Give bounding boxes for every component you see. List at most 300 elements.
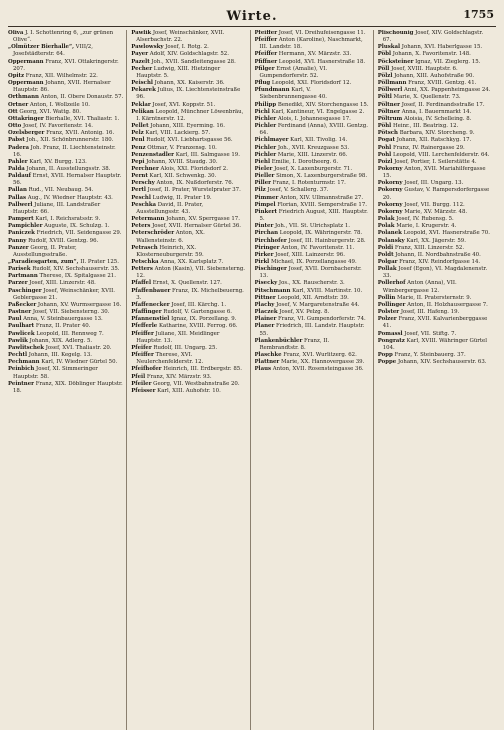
entry-name: Oppermann [8,80,44,87]
directory-entry [8,338,123,345]
directory-entry [8,359,123,366]
entry-address: Aloisia, IV. Schelleing. 8. [402,115,472,122]
entry-address: Josef, IV. Favoritenstr. 14. [21,123,94,130]
entry-address: Josef (Egon), VI. Magdalenenstr. 33. [382,266,488,280]
directory-entry [131,374,246,381]
entry-name: Pfeiffer [254,51,278,58]
directory-entry [8,202,123,216]
directory-entry [8,187,123,194]
entry-name: Pellet [131,123,149,130]
entry-address: Anton, XVII. Mariahilfergasse 15. [382,165,486,180]
entry-name: Plainer [254,316,277,323]
entry-name: Pohl [377,151,392,158]
entry-address: Leopold, XVI. Hasnerstraße 18. [277,58,366,65]
entry-name: „Olmützer Bierhalle“, [8,44,74,51]
entry-name: Pöltner [377,101,400,108]
directory-entry [8,73,123,80]
directory-entry [131,266,246,280]
entry-address: J. I. Schottenring 6, „zur grünen Olive“. [13,30,114,44]
entry-name: Peinbich [8,366,35,373]
entry-name: Oppermann [8,58,44,65]
directory-entry [8,238,123,245]
entry-address: Karl, VIII. Lackierg. 57. [143,130,211,137]
entry-address: Josef, III. Hainburgerstr. 28. [286,237,366,244]
entry-name: Pilz [254,187,266,194]
entry-name: Pöllwerl [377,87,403,94]
directory-entry [131,323,246,330]
entry-address: Anton, XVII. Rosensteingasse 36. [271,366,364,373]
directory-entry [8,230,123,237]
entry-name: Palda [8,165,25,172]
entry-address: Friedrich August, XIII. Hauptstr. 5. [259,208,368,223]
directory-entry [8,223,123,230]
directory-entry [255,166,370,173]
directory-entry [131,302,246,309]
entry-address: Simon, X. Laxenburgerstraße 98. [274,173,368,180]
directory-entry [131,159,246,166]
entry-address: Johann, XVIII. Staudg. 30. [144,158,218,165]
entry-name: Pallan [8,187,27,194]
directory-entry [131,59,246,66]
entry-address: Johann, XII. Ratschkyg. 17. [395,137,472,144]
entry-address: Ernst, X. Quellenstr. 127. [151,280,222,287]
directory-entry [131,202,246,216]
directory-entry [8,323,123,330]
entry-address: Johann, XX. Kaiserstr. 36. [152,80,225,87]
entry-address: Georg, XVI. Wattg. 80. [17,108,81,115]
entry-name: Pinter [254,223,274,230]
directory-entry [378,266,493,280]
section-title: Wirte. [226,8,278,24]
entry-address: Marie, XX. Hannovergasse 39. [279,359,365,366]
directory-entry [131,80,246,87]
entry-name: Pawlowsky [131,44,164,51]
entry-address: Joh. Franz, II. Liechtensteinstr. 16. [13,144,116,158]
entry-name: Poizl [377,158,393,165]
entry-address: Anni, XX. Pappenheimgasse 24. [402,87,491,94]
entry-name: Pluskal [377,44,401,51]
entry-name: Plattner [254,359,280,366]
entry-name: Petters [131,266,153,273]
directory-entry [8,123,123,130]
directory-entry [8,109,123,116]
entry-name: Popp [377,352,393,359]
directory-entry [131,87,246,101]
entry-name: Pfeiffer [131,330,154,337]
entry-name: Pieler [254,165,273,172]
entry-address: Franz, XVII. Antonig. 16. [44,130,115,137]
entry-address: Marie, X. Quellenstr. 73. [391,94,461,101]
entry-address: Leopold, III. Rennweg 7. [34,330,104,337]
entry-name: Penz [131,144,146,151]
entry-name: Pazelt [131,58,150,65]
entry-address: Franz, IX. Michelbeuerng. 3. [136,287,244,301]
directory-entry [255,223,370,230]
entry-address: Ignaz, VII. Zieglerg. 15. [413,58,481,65]
entry-name: Peschl [131,194,151,201]
entry-address: Karl, XV. Burgg. 123. [27,158,87,165]
entry-name: Ott [8,108,18,115]
entry-name: Pomassl [377,330,403,337]
entry-name: Pollin [377,294,396,301]
directory-entry [131,152,246,159]
entry-name: Pekarek [131,87,156,94]
directory-entry [255,316,370,323]
directory-entry [378,309,493,316]
entry-address: Karl, V. Siebenbrunnengasse 40. [259,87,327,101]
entry-name: Peters [131,223,151,230]
entry-address: Heinr., III. Beatrixg. 12. [391,123,459,130]
directory-entry [378,295,493,302]
entry-name: Ozelsberger [8,130,45,137]
entry-address: Emilie, I. Dorotheerg. 6. [270,158,339,165]
column-3 [255,30,374,730]
entry-name: Pawlik [131,30,152,36]
entry-name: Peschka [131,201,157,208]
entry-name: Panny [8,237,27,244]
entry-address: Josef, IV. Rubensg. 5. [394,216,454,223]
entry-name: Pötsch [377,130,398,137]
directory-entry [255,102,370,109]
entry-address: Josef, XVII. Hernalser Gürtel 36. [150,223,241,230]
entry-address: Bierhalle, XVI. Thaliastr. 1. [43,115,120,122]
entry-address: Ludwig, XIII. Hietzinger Hauptstr. 5. [136,65,221,79]
entry-address: Franz, Y. Steinbauerg. 37. [392,352,466,359]
entry-name: Paldauf [8,173,31,180]
directory-entry [8,352,123,359]
directory-entry [255,187,370,194]
entry-name: Piehl [254,158,270,165]
entry-address: Karl, IV. Wiedner Gürtel 50. [39,359,118,366]
entry-address: Karl, XVIII. Währinger Gürtel 104. [382,337,487,351]
entry-address: Anton, XX. Wallensteinstr. 6. [136,230,205,244]
directory-entry [378,152,493,159]
directory-entry [378,66,493,73]
directory-entry [131,309,246,316]
entry-name: Pokorny [377,187,403,194]
directory-entry [378,238,493,245]
entry-name: Poldt [377,251,394,258]
directory-entry [8,116,123,123]
entry-name: Polak [377,223,395,230]
entry-name: Plaus [254,366,272,373]
entry-address: Josef, X. Laxenburgerstr. 71. [272,165,353,172]
entry-address: Heinrich, III. Erdbergstr. 85. [161,366,242,373]
entry-name: Pallwerl [8,201,33,208]
entry-name: Pichler [254,123,277,130]
entry-address: Josef, Portier, I. Seilerstätte 4. [392,158,477,165]
entry-address: Leopold, XVI. Hasnerstraße 70. [401,230,490,237]
entry-name: Oliva [8,30,24,36]
entry-name: Peintner [8,380,34,387]
entry-name: Opitz [8,72,25,79]
entry-address: Josef, XV. Pelzg. 8. [277,309,330,316]
directory-entry [378,159,493,166]
entry-name: Polak [377,216,395,223]
entry-address: Ferdinand (Anna), XVIII. Gentzg. 64. [259,123,368,137]
entry-address: Marie, I. Krugerstr. 4. [394,223,457,230]
directory-entry [131,180,246,187]
entry-name: Piringer [254,244,280,251]
entry-address: Karl, XII. Tivolig. 14. [288,137,348,144]
directory-entry [8,280,123,287]
entry-name: Plischounig [377,30,414,36]
directory-entry [255,323,370,337]
directory-entry [378,230,493,237]
directory-entry [8,137,123,144]
entry-address: Johann, XV. Wurmsergasse 16. [36,301,122,308]
directory-entry [255,366,370,373]
directory-entry [8,345,123,352]
entry-address: Ernst, XVII. Hernalser Hauptstr. 56. [13,173,122,187]
directory-entry [255,116,370,123]
entry-address: Josef, XVII. Dornbacherstr. 13. [259,266,362,280]
directory-entry [255,59,370,66]
entry-address: Anna, V. Steinbauergasse 13. [21,316,103,323]
entry-address: Josef, I. Rotg. 2. [163,44,209,51]
entry-address: Anton, II. Holzhausergasse 7. [405,301,488,308]
entry-address: Auguste, IX. Schulzg. 1. [42,223,110,230]
directory-entry [131,288,246,302]
directory-entry [131,44,246,51]
directory-entry [255,137,370,144]
entry-address: Georg, II. Prater, Ausstellungsstraße. [13,244,77,258]
directory-entry [8,381,123,395]
directory-entry [378,280,493,294]
directory-entry [8,94,123,101]
entry-address: Marie, XV. Märzstr. 48. [402,208,468,215]
entry-address: Anton, XIV. Ullmannstraße 27. [278,194,364,201]
entry-name: Padera [8,144,29,151]
entry-name: Pfeisser [131,387,156,394]
entry-address: Anna, I. Bauernmarkt 14. [399,108,472,115]
entry-name: Pfeiler [131,380,152,387]
entry-address: Franz, XII. Wilhelmstr. 22. [24,72,98,79]
entry-address: Josef, II. Ferdinandsstraße 17. [399,101,485,108]
entry-name: Pampichler [8,223,43,230]
directory-entry [131,381,246,388]
entry-name: Pollak [377,266,397,273]
entry-address: Ernst (Amalie), VI. Gumpendorferstr. 52. [259,65,328,79]
entry-address: Friedrich, VII. Seidengasse 29. [34,230,122,237]
entry-address: Anton (Anna), VII. Wimbergergasse 12. [382,280,457,294]
column-1 [8,30,127,730]
directory-entry [378,166,493,180]
entry-name: Pfannenstiel [131,316,170,323]
entry-name: Pichler [254,144,277,151]
entry-address: Julius, IX. Liechtensteinstraße 96. [136,87,241,101]
entry-address: Rudolf, XVI. Liebhartsgasse 56. [144,137,233,144]
directory-entry [8,316,123,323]
entry-name: Pichlmayer [254,137,289,144]
entry-name: Pimmer [254,194,279,201]
directory-entry [378,116,493,123]
entry-address: Franz, IV. Rainergasse 29. [391,144,465,151]
directory-entry [255,302,370,309]
directory-entry [378,245,493,252]
entry-name: Peischl [131,80,153,87]
directory-entry [255,252,370,259]
directory-entry [255,123,370,137]
entry-name: Petermann [131,216,165,223]
directory-entry [255,338,370,352]
entry-address: Michael, IX. Porzellangasse 49. [269,259,357,265]
directory-entry [8,366,123,380]
directory-entry [131,216,246,223]
entry-address: Hermann, XV. Märzstr. 33. [277,51,352,58]
entry-name: Pechmann [8,359,40,366]
directory-entry [255,280,370,287]
entry-name: Pfiffner [254,58,278,65]
entry-name: Pawlik [8,337,28,344]
directory-entry [8,130,123,137]
entry-name: Pokorny [377,180,403,187]
directory-entry [255,245,370,252]
entry-name: Pöll [377,65,390,72]
directory-entry [378,102,493,109]
directory-entry [255,238,370,245]
directory-entry [131,123,246,130]
entry-address: Adolf, XIV. Goldschlagstr. 52. [148,51,229,58]
entry-name: Pabst [8,137,25,144]
entry-name: Pelikan [131,108,154,115]
entry-address: Josef, VI. Dreihufeisengasse 11. [277,30,366,36]
directory-entry [8,30,123,44]
entry-name: Paniczek [8,230,35,237]
entry-name: Pfilger [254,65,275,72]
directory-entry [255,173,370,180]
directory-entry [131,51,246,58]
entry-address: Anton, IV. Favoritenstr. 11. [279,244,355,251]
entry-name: Peklar [131,101,151,108]
entry-address: Franz, XIV. Märzstr. 93. [145,373,212,380]
directory-entry [131,352,246,366]
entry-name: Polgar [377,259,398,265]
entry-name: Pinkert [254,208,278,215]
directory-entry [378,302,493,309]
entry-name: Payer [131,51,149,58]
entry-address: Karl, I. Reichsratsstr. 9. [33,216,101,223]
directory-entry [8,173,123,187]
entry-address: Leopold, IX. Währingerstr. 78. [278,230,363,237]
directory-entry [255,359,370,366]
entry-address: Franz, XIV. Reindorfgasse 14. [397,259,481,265]
directory-entry [378,209,493,216]
entry-name: Pokorny [377,165,403,172]
directory-entry [8,80,123,94]
directory-entry [378,30,493,44]
entry-address: Barbara, XIV. Storcheng. 9. [397,130,475,137]
entry-address: Johann, XIII. Eyerming. 16. [148,123,225,130]
directory-entry [255,209,370,223]
directory-entry [378,180,493,187]
directory-entry [8,216,123,223]
directory-entry [8,266,123,273]
directory-entry [131,66,246,80]
entry-name: Polanek [377,230,402,237]
entry-address: Franz, II. Rembrandtstr. 8. [259,337,330,351]
entry-address: Johann, III. Kegelg. 13. [27,352,92,359]
entry-name: Polansky [377,237,405,244]
entry-address: Anton (Kasin), VII. Siebensterng. 12. [136,266,246,280]
entry-address: Ignaz, IX. Porzellang. 9. [169,316,237,323]
entry-address: Josef, III. Ungarg. 13. [402,180,464,187]
directory-entry [378,352,493,359]
directory-entry [378,51,493,58]
directory-entry [255,266,370,280]
entry-name: Polzer [377,316,397,323]
entry-name: Parzer [8,280,28,287]
entry-name: Pfaffenbauer [131,287,171,294]
entry-name: Pohl [377,144,392,151]
directory-entry [378,252,493,259]
directory-entry [8,145,123,159]
entry-address: Josef, XVIII. Hauptstr. 6. [389,65,458,72]
entry-address: Johann, XIII. Auhofstraße 90. [392,72,475,79]
entry-name: Poppe [377,359,397,366]
directory-entry [378,137,493,144]
entry-name: Pichler [254,151,277,158]
entry-name: Otto [8,123,22,130]
column-4 [378,30,496,730]
entry-address: Josef, VII. Siebensterng. 30. [31,309,110,316]
entry-address: Juliane, XII. Meidlinger Hauptstr. 13. [136,330,220,344]
directory-entry [8,195,123,202]
directory-entry [131,245,246,259]
entry-address: Karl, Kantineur, VI. Engelgasse 2. [269,108,365,115]
entry-address: Joh., VII. St. Ulrichsplatz 1. [273,223,350,230]
directory-entry [131,173,246,180]
directory-entry [131,331,246,345]
directory-entry [8,309,123,316]
entry-name: Pimpel [254,201,276,208]
directory-entry [8,302,123,309]
entry-name: Peterschröder [131,230,175,237]
entry-name: Parisek [8,266,31,273]
entry-address: Rudolf, XVIII. Gentzg. 96. [26,237,99,244]
entry-address: Josef, XVI. Koppstr. 51. [150,101,216,108]
entry-name: Pflug [254,80,271,87]
directory-entry [8,59,123,73]
directory-entry [378,94,493,101]
entry-address: Josef, III. Hafeng. 19. [399,309,460,316]
entry-name: Pöltl [377,94,392,101]
entry-name: Pfeifer [131,344,152,351]
directory-entry [255,152,370,159]
entry-address: Florian, XVIII. Semperstraße 17. [275,201,367,208]
entry-address: Johann, XVII. Hernalser Hauptstr. 86. [13,80,111,94]
entry-name: Pöllmann [377,80,407,87]
entry-address: Johann, X. Favoritenstr. 148. [391,51,471,58]
entry-name: Perchner [131,165,159,172]
entry-name: Philipp [254,101,277,108]
entry-address: Johann, II. Ausstellungsstr. 38. [24,165,111,172]
entry-address: Leopold, XII. Arndtstr. 39. [275,294,349,301]
directory-entry [378,316,493,330]
entry-address: Johann, II. Nordbahnstraße 40. [393,251,481,258]
entry-name: Pongratz [377,337,405,344]
entry-address: Anton, I. Wollzeile 10. [28,101,90,108]
entry-address: Juliane, III. Landstraßer Hauptstr. 66. [13,201,101,215]
directory-entry [255,309,370,316]
directory-entry [131,137,246,144]
entry-address: Josef, VII. Stiftg. 7. [402,330,457,337]
entry-address: Franz, XIII. Linzerstr. 52. [393,244,465,251]
directory-entry [378,331,493,338]
directory-entry [255,159,370,166]
entry-name: Pirker [254,251,274,258]
directory-entry [131,130,246,137]
